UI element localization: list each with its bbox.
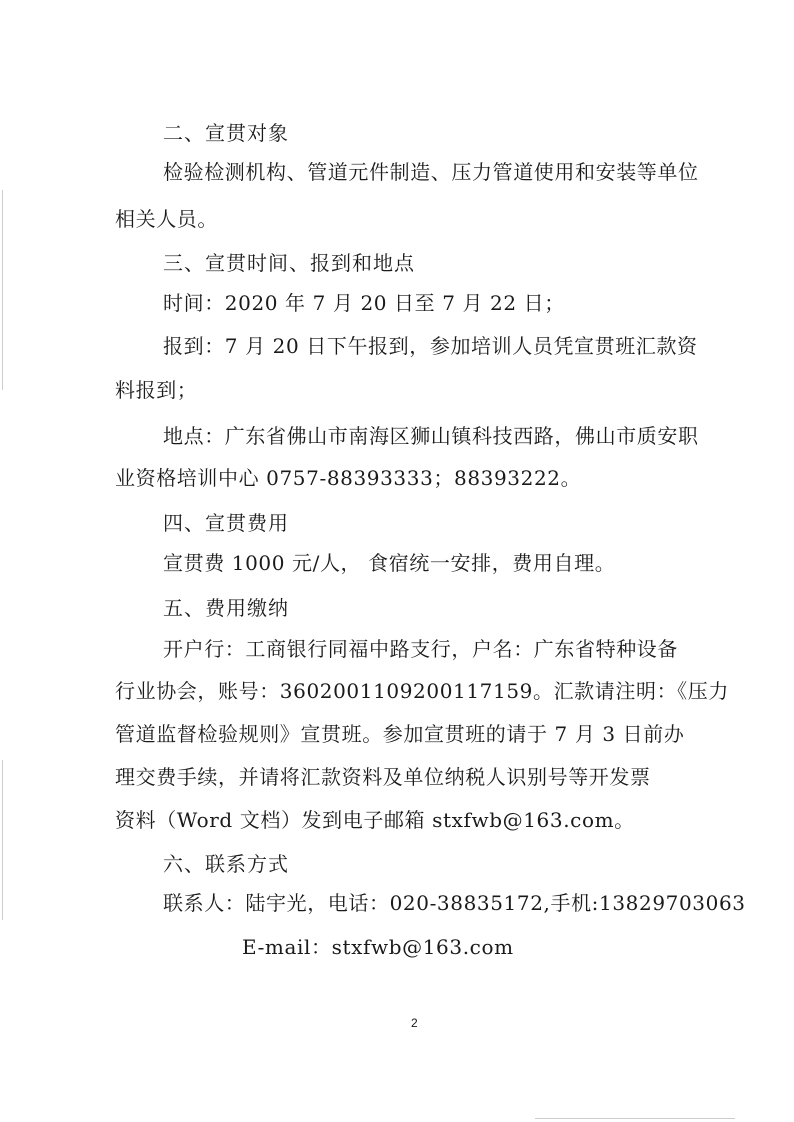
section5-line5: 资料（Word 文档）发到电子邮箱 stxfwb@163.com。 (115, 808, 635, 832)
section2-body-line1: 检验检测机构、管道元件制造、压力管道使用和安装等单位 (163, 160, 699, 184)
section5-heading: 五、费用缴纳 (163, 596, 289, 620)
scan-edge-mark (535, 1118, 735, 1119)
section3-report-line1: 报到：7 月 20 日下午报到，参加培训人员凭宣贯班汇款资 (163, 334, 698, 358)
section2-heading: 二、宣贯对象 (163, 121, 289, 145)
section5-line3: 管道监督检验规则》宣贯班。参加宣贯班的请于 7 月 3 日前办 (115, 722, 685, 746)
section6-contact-line: 联系人：陆宇光，电话：020-38835172,手机:13829703063 (163, 891, 746, 915)
scan-edge-mark (2, 190, 3, 390)
section4-body: 宣贯费 1000 元/人， 食宿统一安排，费用自理。 (163, 551, 616, 575)
section5-line4: 理交费手续，并请将汇款资料及单位纳税人识别号等开发票 (115, 765, 651, 789)
page-number: 2 (411, 1016, 418, 1030)
section6-heading: 六、联系方式 (163, 852, 289, 876)
section3-location-line2: 业资格培训中心 0757-88393333；88393222。 (115, 466, 582, 490)
section4-heading: 四、宣贯费用 (163, 511, 289, 535)
section2-body-line2: 相关人员。 (115, 207, 218, 231)
section5-line2: 行业协会，账号：3602001109200117159。汇款请注明：《压力 (115, 679, 729, 703)
section3-heading: 三、宣贯时间、报到和地点 (163, 251, 415, 275)
scan-edge-mark (2, 760, 3, 920)
section3-report-line2: 料报到； (115, 378, 198, 402)
section3-time: 时间：2020 年 7 月 20 日至 7 月 22 日； (163, 291, 565, 315)
section5-line1: 开户行：工商银行同福中路支行，户名：广东省特种设备 (163, 637, 678, 661)
section3-location-line1: 地点：广东省佛山市南海区狮山镇科技西路，佛山市质安职 (163, 424, 699, 448)
section6-email-line: E-mail：stxfwb@163.com (242, 935, 514, 959)
